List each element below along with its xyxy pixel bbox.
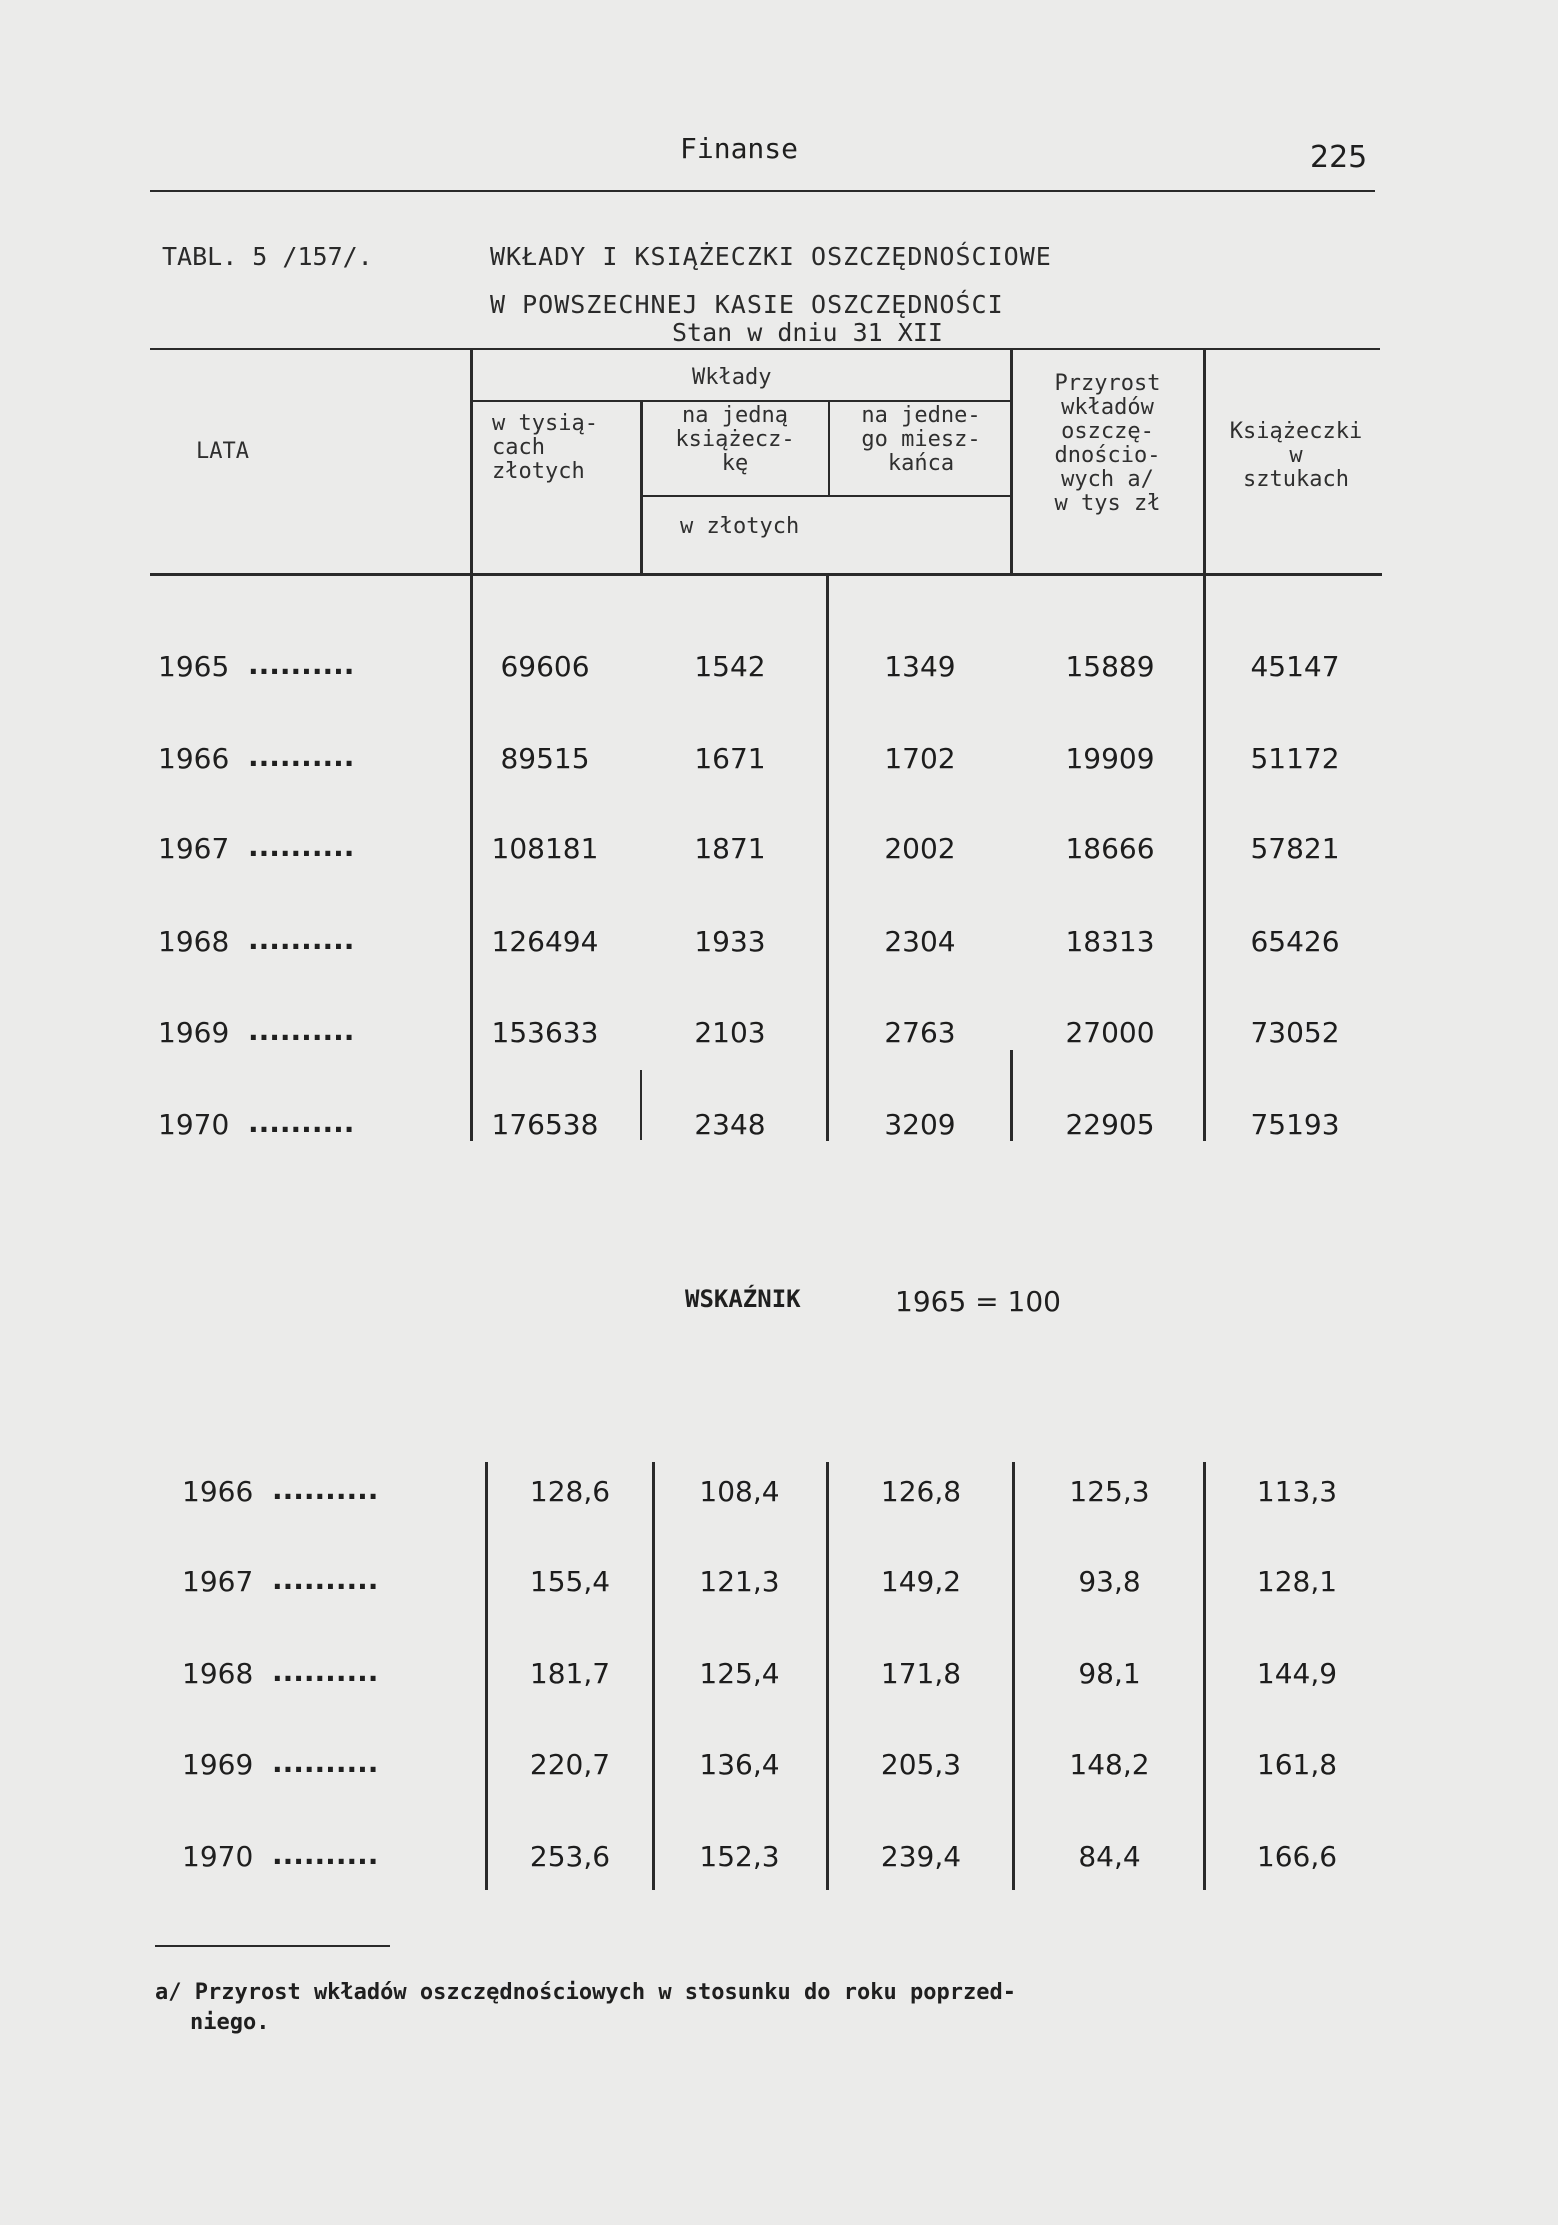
row-value-books: 65426 [1250, 925, 1340, 958]
row-value-per-capita: 3209 [884, 1108, 956, 1141]
index-value-per-capita: 239,4 [880, 1840, 962, 1873]
index-row-leader-dots: .......... [272, 1838, 379, 1871]
index-row-leader-dots: .......... [272, 1746, 379, 1779]
row-value-per-capita: 2304 [884, 925, 956, 958]
index-value-growth: 148,2 [1069, 1748, 1150, 1781]
row-value-growth: 18313 [1065, 925, 1155, 958]
row-leader-dots: .......... [248, 923, 355, 956]
header-col1: w tysią- cach złotych [492, 411, 598, 484]
index-value-per-capita: 205,3 [880, 1748, 962, 1781]
table-title-line2: W POWSZECHNEJ KASIE OSZCZĘDNOŚCI [490, 290, 1004, 319]
footnote-rule [155, 1945, 390, 1947]
index-value-total: 220,7 [529, 1748, 611, 1781]
row-value-books: 75193 [1250, 1108, 1340, 1141]
index-base: 1965 = 100 [895, 1285, 1061, 1318]
index-heading: WSKAŹNIK [685, 1285, 801, 1313]
row-leader-dots: .......... [248, 740, 355, 773]
index-value-total: 128,6 [529, 1475, 611, 1508]
row-value-total: 126494 [491, 925, 599, 958]
row-value-growth: 15889 [1065, 650, 1155, 683]
index-value-growth: 98,1 [1078, 1657, 1141, 1690]
row-value-per-book: 2103 [694, 1016, 766, 1049]
index-value-total: 181,7 [529, 1657, 611, 1690]
body-vrule-2 [826, 576, 829, 1141]
index-vrule-2 [652, 1462, 655, 1890]
row-year: 1970 [158, 1108, 230, 1141]
index-value-per-capita: 149,2 [880, 1565, 962, 1598]
row-value-total: 153633 [491, 1016, 599, 1049]
index-row-leader-dots: .......... [272, 1563, 379, 1596]
header-wklady: Wkłady [692, 365, 772, 390]
index-value-per-book: 136,4 [699, 1748, 780, 1781]
header-bottom-rule [150, 573, 1382, 576]
row-leader-dots: .......... [248, 1014, 355, 1047]
row-value-per-book: 2348 [694, 1108, 766, 1141]
wklady-rule [470, 400, 1010, 402]
row-value-per-book: 1933 [694, 925, 766, 958]
row-value-growth: 27000 [1065, 1016, 1155, 1049]
header-col3: na jedne- go miesz- kańca [861, 403, 981, 476]
index-row-year: 1967 [182, 1565, 254, 1598]
row-value-per-capita: 2763 [884, 1016, 956, 1049]
row-value-books: 51172 [1250, 742, 1340, 775]
index-value-per-book: 125,4 [699, 1657, 780, 1690]
index-value-per-book: 108,4 [699, 1475, 780, 1508]
body-vrule-3 [1010, 1050, 1013, 1141]
row-leader-dots: .......... [248, 1106, 355, 1139]
index-row-year: 1969 [182, 1748, 254, 1781]
index-value-books: 161,8 [1256, 1748, 1338, 1781]
row-value-per-book: 1542 [694, 650, 766, 683]
header-vrule-3 [828, 400, 830, 495]
header-vrule-1 [470, 348, 473, 576]
index-value-total: 253,6 [529, 1840, 611, 1873]
row-leader-dots: .......... [248, 830, 355, 863]
row-value-per-book: 1671 [694, 742, 766, 775]
row-value-growth: 22905 [1065, 1108, 1155, 1141]
index-row-leader-dots: .......... [272, 1655, 379, 1688]
index-row-year: 1966 [182, 1475, 254, 1508]
index-vrule-3 [826, 1462, 829, 1890]
header-w-zlotych: w złotych [680, 514, 800, 539]
head-rule [150, 190, 1375, 192]
index-vrule-5 [1203, 1462, 1206, 1890]
index-row-leader-dots: .......... [272, 1473, 379, 1506]
row-value-growth: 19909 [1065, 742, 1155, 775]
table-label: TABL. 5 /157/. [162, 242, 373, 271]
index-value-per-book: 121,3 [699, 1565, 780, 1598]
row-value-per-capita: 1349 [884, 650, 956, 683]
header-vrule-2 [640, 400, 643, 576]
row-leader-dots: .......... [248, 648, 355, 681]
index-row-year: 1970 [182, 1840, 254, 1873]
header-vrule-4 [1010, 348, 1013, 576]
row-year: 1969 [158, 1016, 230, 1049]
footnote-line1: a/ Przyrost wkładów oszczędnościowych w stosunku do roku poprzed- [155, 1980, 1016, 2005]
index-value-growth: 125,3 [1069, 1475, 1150, 1508]
index-value-growth: 93,8 [1078, 1565, 1141, 1598]
row-year: 1966 [158, 742, 230, 775]
index-value-books: 128,1 [1256, 1565, 1338, 1598]
row-value-books: 45147 [1250, 650, 1340, 683]
row-value-per-capita: 2002 [884, 832, 956, 865]
row-value-per-capita: 1702 [884, 742, 956, 775]
body-vrule-4 [1203, 576, 1206, 1141]
body-vrule-1 [470, 576, 473, 1141]
footnote-line2: niego. [190, 2010, 270, 2035]
row-value-growth: 18666 [1065, 832, 1155, 865]
index-row-year: 1968 [182, 1657, 254, 1690]
index-value-per-capita: 171,8 [880, 1657, 962, 1690]
header-lata: LATA [196, 439, 249, 464]
index-value-books: 166,6 [1256, 1840, 1338, 1873]
index-vrule-4 [1012, 1462, 1015, 1890]
row-value-books: 73052 [1250, 1016, 1340, 1049]
row-year: 1965 [158, 650, 230, 683]
running-head: Finanse [680, 132, 799, 165]
index-value-total: 155,4 [529, 1565, 611, 1598]
header-col5: Książeczki w sztukach [1229, 419, 1363, 492]
index-value-per-book: 152,3 [699, 1840, 780, 1873]
row-value-total: 69606 [500, 650, 590, 683]
body-vrule-5 [640, 1070, 642, 1140]
row-value-per-book: 1871 [694, 832, 766, 865]
row-year: 1967 [158, 832, 230, 865]
row-value-books: 57821 [1250, 832, 1340, 865]
header-col4: Przyrost wkładów oszczę- dnościo- wych a/ w tys zł [1054, 371, 1161, 516]
header-col2: na jedną książecz- kę [675, 403, 795, 476]
index-value-growth: 84,4 [1078, 1840, 1141, 1873]
row-year: 1968 [158, 925, 230, 958]
table-subtitle: Stan w dniu 31 XII [672, 318, 943, 347]
index-value-books: 144,9 [1256, 1657, 1338, 1690]
index-vrule-1 [485, 1462, 488, 1890]
zlotych-rule [640, 495, 1010, 497]
row-value-total: 176538 [491, 1108, 599, 1141]
index-value-books: 113,3 [1256, 1475, 1338, 1508]
row-value-total: 89515 [500, 742, 590, 775]
index-value-per-capita: 126,8 [880, 1475, 962, 1508]
row-value-total: 108181 [491, 832, 599, 865]
page-number: 225 [1310, 140, 1368, 175]
header-top-rule [150, 348, 1380, 350]
table-title-line1: WKŁADY I KSIĄŻECZKI OSZCZĘDNOŚCIOWE [490, 242, 1052, 271]
